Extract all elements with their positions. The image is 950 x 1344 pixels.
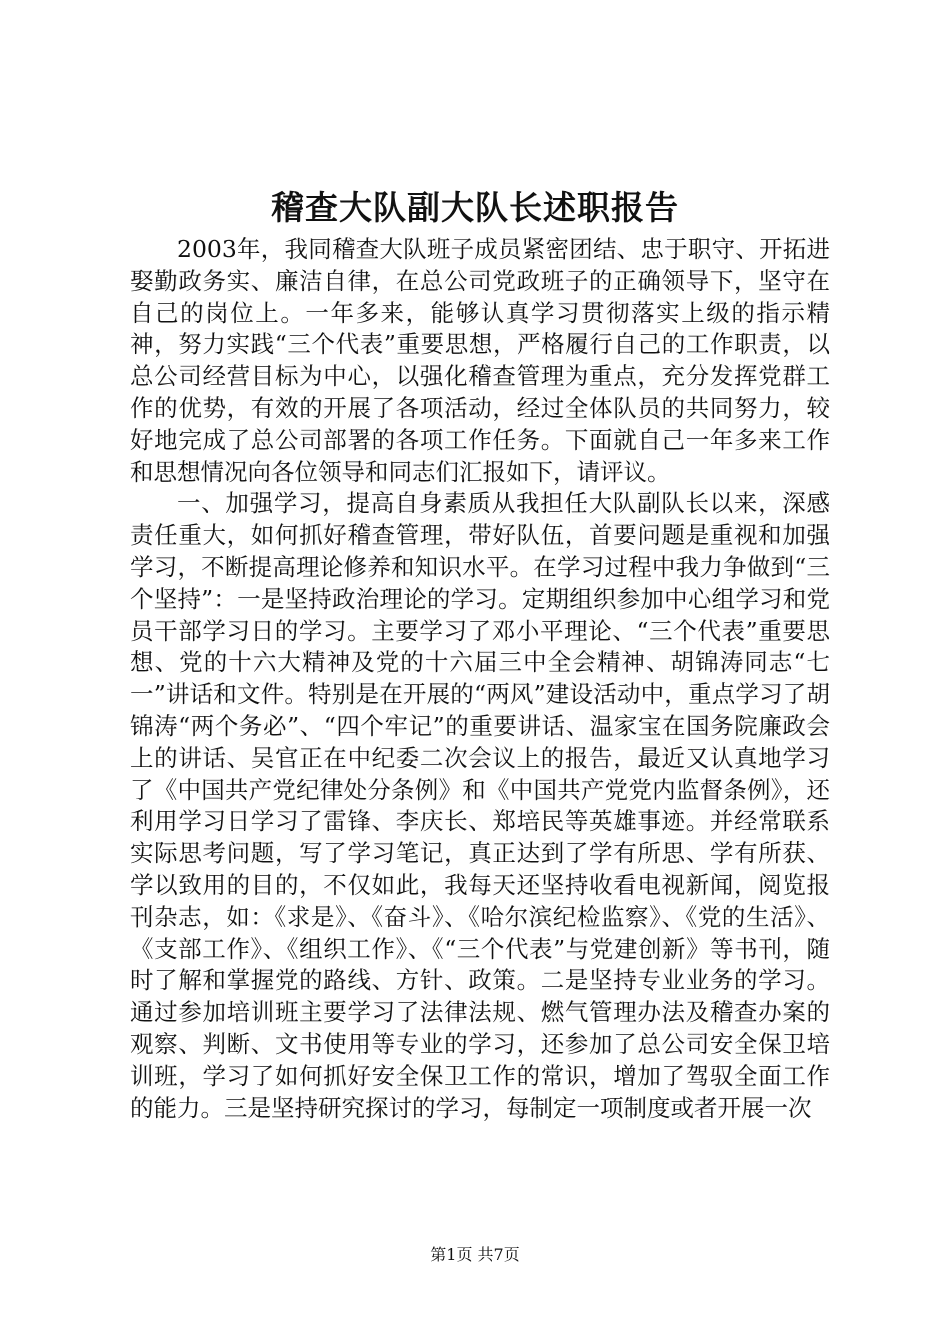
paragraph-intro: 2003年，我同稽查大队班子成员紧密团结、忠于职守、开拓进娶勤政务实、廉洁自律，在总公司党政班子的正确领导下，坚守在自己的岗位上。一年多来，能够认真学习贯彻落实上级的指示精神，努力实践“三个代表”重要思想，严格履行自己的工作职责，以总公司经营目标为中心，以强化稽查管理为重点，充分发挥党群工作的优势，有效的开展了各项活动，经过全体队员的共同努力，较好地完成了总公司部署的各项工作任务。下面就自己一年多来工作和思想情况向各位领导和同志们汇报如下，请评议。 — [130, 235, 830, 486]
document-body — [130, 234, 830, 1124]
page-number-footer: 第1页 共7页 — [430, 1245, 520, 1264]
document-title: 稽查大队副大队长述职报告 — [271, 188, 679, 227]
paragraph-study: 一、加强学习，提高自身素质从我担任大队副队长以来，深感责任重大，如何抓好稽查管理，带好队伍，首要问题是重视和加强学习，不断提高理论修养和知识水平。在学习过程中我力争做到“三个坚持”：一是坚持政治理论的学习。定期组织参加中心组学习和党员干部学习日的学习。主要学习了邓小平理论、“三个代表”重要思想、党的十六大精神及党的十六届三中全会精神、胡锦涛同志“七一”讲话和文件。特别是在开展的“两风”建设活动中，重点学习了胡锦涛“两个务必”、“四个牢记”的重要讲话、温家宝在国务院廉政会上的讲话、吴官正在中纪委二次会议上的报告，最近又认真地学习了《中国共产党纪律处分条例》和《中国共产党党内监督条例》，还利用学习日学习了雷锋、李庆长、郑培民等英雄事迹。并经常联系实际思考问题，写了学习笔记，真正达到了学有所思、学有所获、学以致用的目的，不仅如此，我每天还坚持收看电视新闻，阅览报刊杂志，如：《求是》、《奋斗》、《哈尔滨纪检监察》、《党的生活》、《支部工作》、《组织工作》、《“三个代表”与党建创新》等书刊，随时了解和掌握党的路线、方针、政策。二是坚持专业业务的学习。通过参加培训班主要学习了法律法规、燃气管理办法及稽查办案的观察、判断、文书使用等专业的学习，还参加了总公司安全保卫培训班，学习了如何抓好安全保卫工作的常识，增加了驾驭全面工作的能力。三是坚持研究探讨的学习，每制定一项制度或者开展一次 — [130, 489, 830, 1122]
